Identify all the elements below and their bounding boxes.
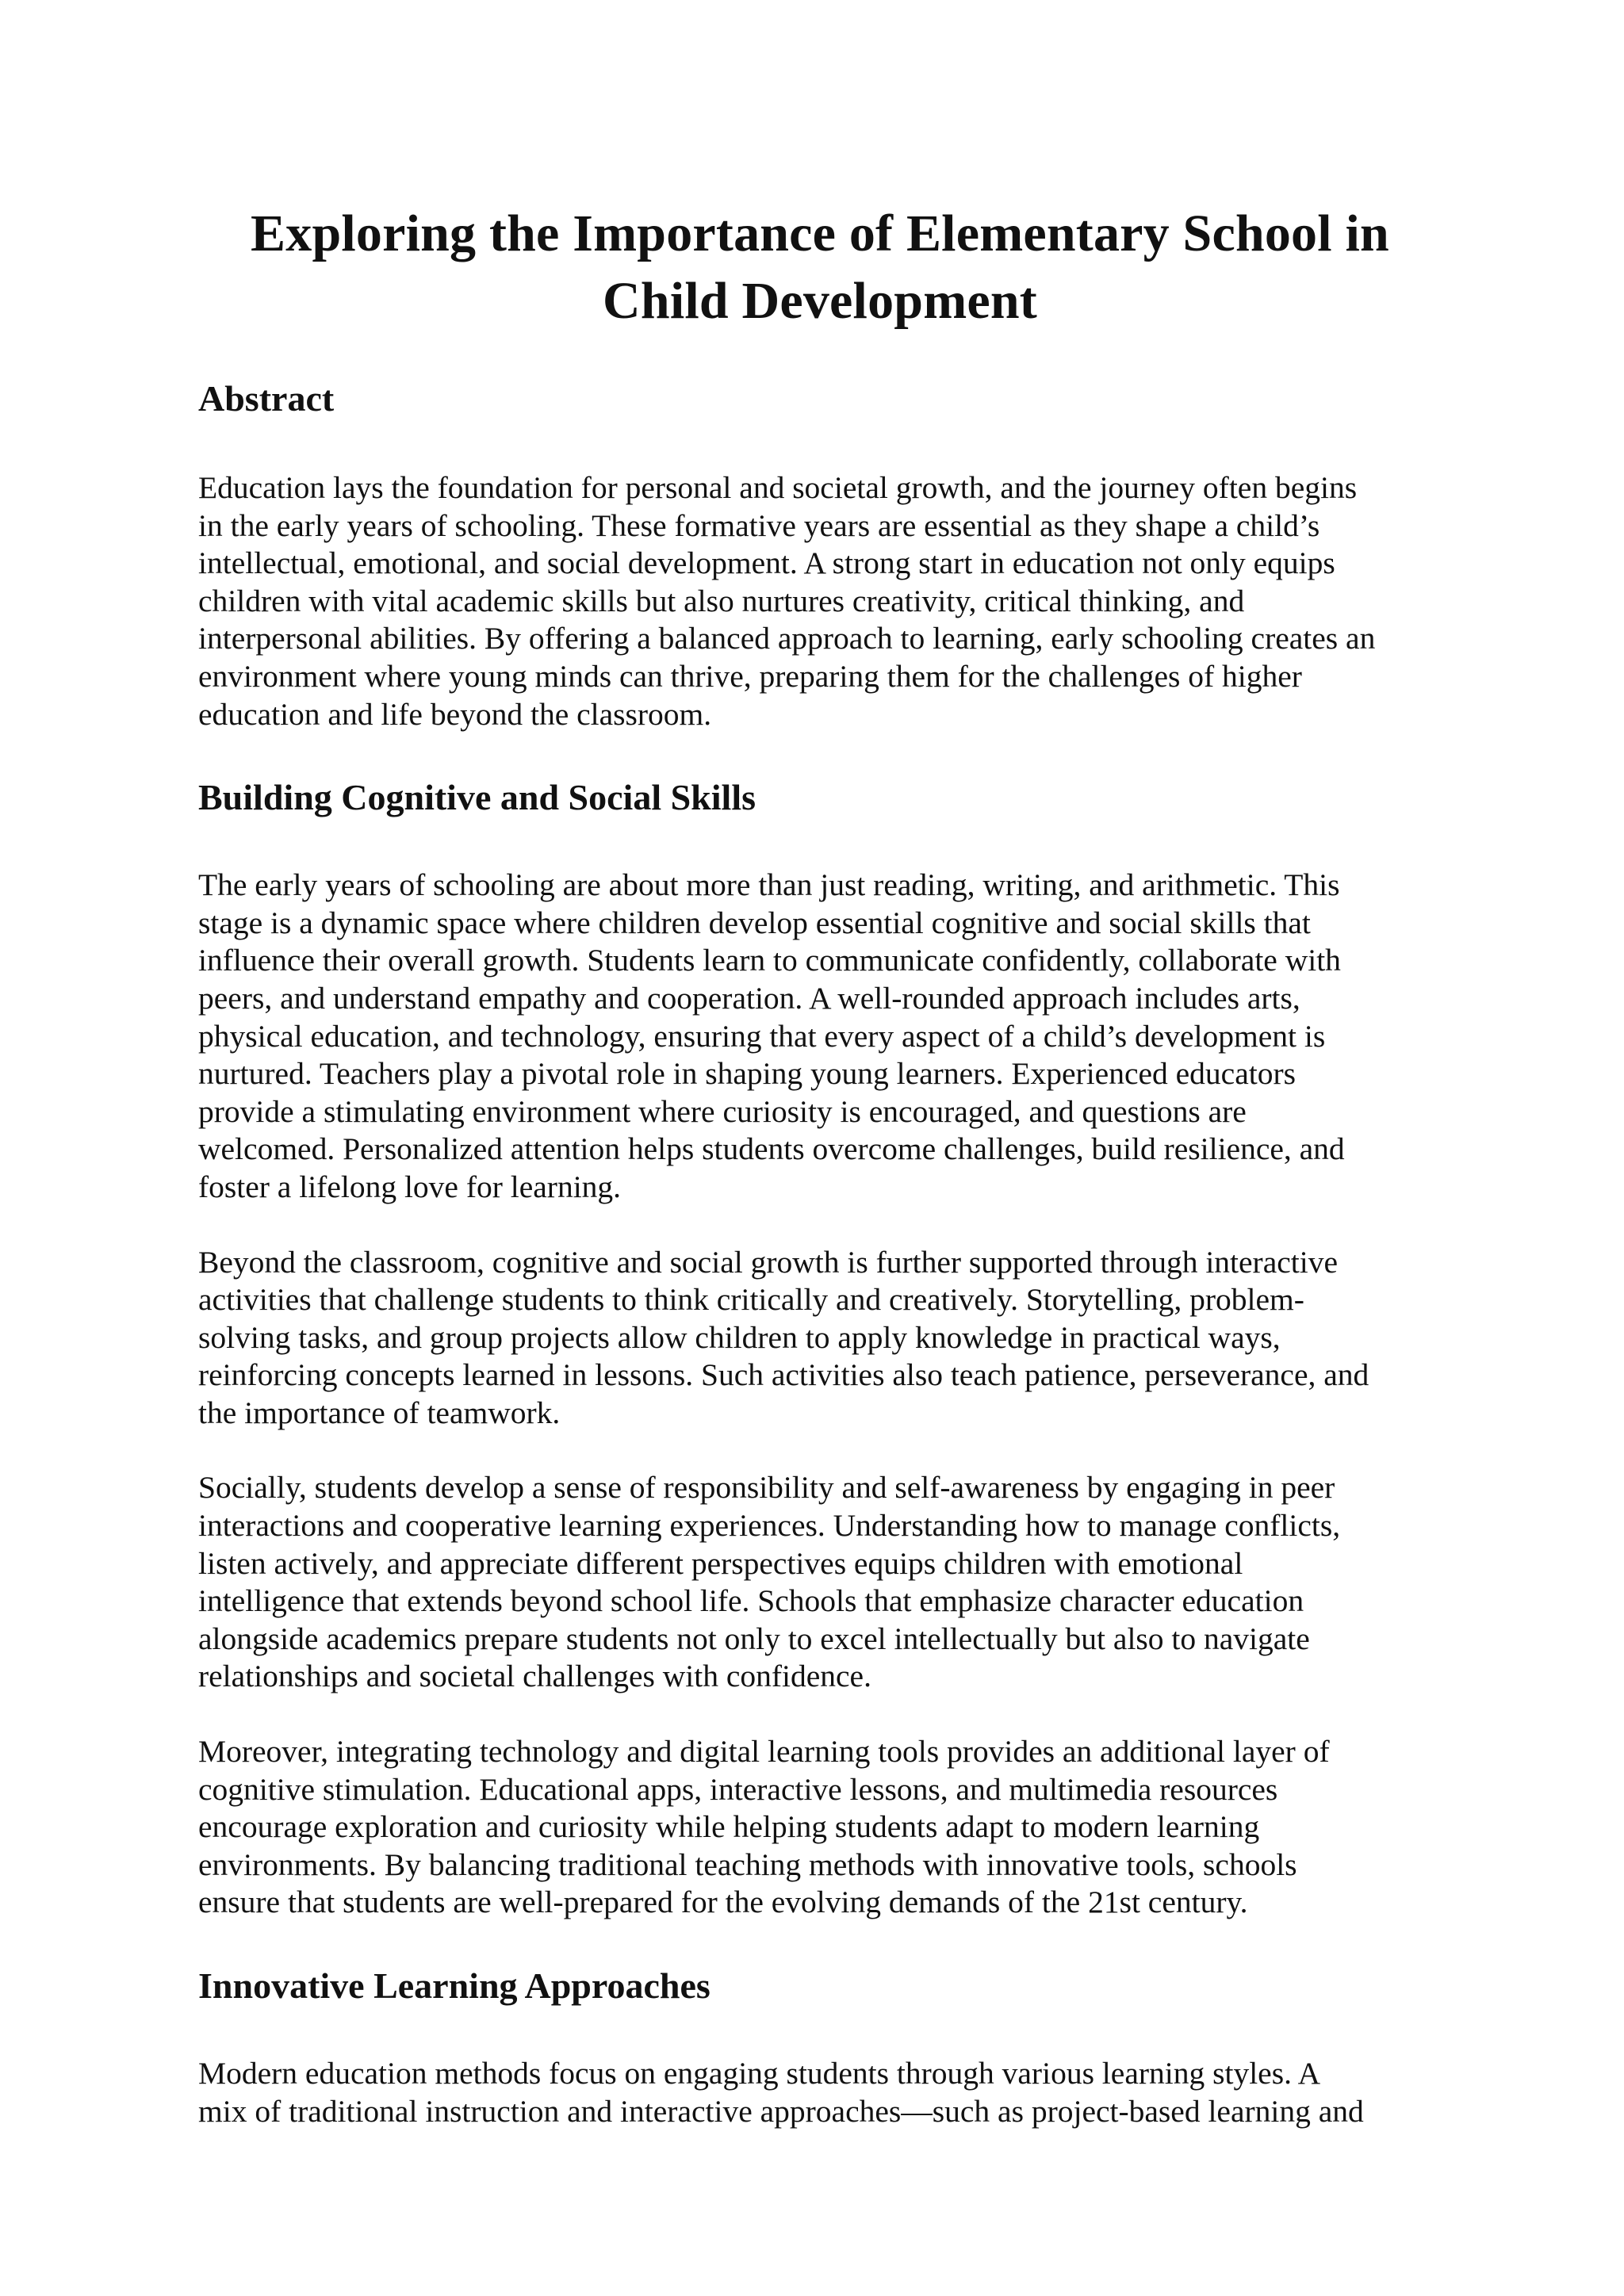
text-line: ensure that students are well-prepared for the evolving demands of the 21st century.: [198, 1885, 1248, 1920]
text-line: Education lays the foundation for personal and societal growth, and the journey often begins: [198, 470, 1358, 505]
text-line: intellectual, emotional, and social development. A strong start in education not only equips: [198, 545, 1335, 581]
text-line: The early years of schooling are about more than just reading, writing, and arithmetic. This: [198, 867, 1340, 903]
title-line: Child Development: [603, 272, 1037, 330]
text-line: Moreover, integrating technology and digital learning tools provides an additional layer of: [198, 1734, 1330, 1770]
text-line: solving tasks, and group projects allow children to apply knowledge in practical ways,: [198, 1319, 1281, 1355]
text-line: relationships and societal challenges with confidence.: [198, 1659, 871, 1694]
section-heading-innovative-learning: Innovative Learning Approaches: [198, 1965, 710, 2006]
text-line: provide a stimulating environment where curiosity is encouraged, and questions are: [198, 1093, 1247, 1129]
text-line: reinforcing concepts learned in lessons. Such activities also teach patience, perseverance, and: [198, 1357, 1369, 1393]
text-line: alongside academics prepare students not only to excel intellectually but also to navigate: [198, 1621, 1310, 1656]
text-line: influence their overall growth. Students learn to communicate confidently, collaborate with: [198, 943, 1341, 978]
document-page: [198, 0, 1442, 2130]
text-line: cognitive stimulation. Educational apps, interactive lessons, and multimedia resources: [198, 1771, 1278, 1807]
text-line: listen actively, and appreciate different perspectives equips children with emotional: [198, 1545, 1243, 1581]
text-line: in the early years of schooling. These formative years are essential as they shape a child’s: [198, 507, 1320, 543]
text-line: interpersonal abilities. By offering a balanced approach to learning, early schooling creates an: [198, 621, 1376, 656]
text-line: Modern education methods focus on engaging students through various learning styles. A: [198, 2056, 1321, 2091]
text-line: welcomed. Personalized attention helps students overcome challenges, build resilience, and: [198, 1131, 1345, 1167]
abstract-paragraph: [198, 469, 1442, 733]
text-line: nurtured. Teachers play a pivotal role in shaping young learners. Experienced educators: [198, 1056, 1296, 1092]
text-line: stage is a dynamic space where children develop essential cognitive and social skills that: [198, 905, 1311, 940]
text-line: physical education, and technology, ensuring that every aspect of a child’s development is: [198, 1018, 1326, 1054]
text-line: Beyond the classroom, cognitive and social growth is further supported through interactive: [198, 1244, 1339, 1280]
text-line: environments. By balancing traditional teaching methods with innovative tools, schools: [198, 1846, 1297, 1882]
section1-paragraph-2: [198, 1244, 1442, 1433]
section2-paragraph-1: [198, 2055, 1442, 2130]
text-line: children with vital academic skills but also nurtures creativity, critical thinking, and: [198, 583, 1245, 618]
text-line: peers, and understand empathy and cooperation. A well-rounded approach includes arts,: [198, 980, 1300, 1016]
text-line: interactions and cooperative learning experiences. Understanding how to manage conflicts,: [198, 1508, 1341, 1544]
abstract-heading: Abstract: [198, 378, 335, 419]
section1-paragraph-1: [198, 867, 1442, 1206]
text-line: mix of traditional instruction and interactive approaches—such as project-based learning and: [198, 2093, 1364, 2129]
text-line: education and life beyond the classroom.: [198, 696, 712, 732]
text-line: Socially, students develop a sense of responsibility and self-awareness by engaging in peer: [198, 1470, 1335, 1506]
document-title: [198, 200, 1442, 335]
section-heading-cognitive-social-skills: Building Cognitive and Social Skills: [198, 777, 756, 818]
text-line: encourage exploration and curiosity while helping students adapt to modern learning: [198, 1809, 1260, 1845]
section1-paragraph-3: [198, 1469, 1442, 1696]
section1-paragraph-4: [198, 1733, 1442, 1922]
title-line: Exploring the Importance of Elementary School in: [251, 205, 1389, 262]
text-line: the importance of teamwork.: [198, 1395, 561, 1430]
text-line: foster a lifelong love for learning.: [198, 1169, 622, 1204]
text-line: intelligence that extends beyond school life. Schools that emphasize character education: [198, 1583, 1304, 1619]
text-line: environment where young minds can thrive, preparing them for the challenges of higher: [198, 658, 1302, 694]
text-line: activities that challenge students to think critically and creatively. Storytelling, problem-: [198, 1282, 1304, 1318]
